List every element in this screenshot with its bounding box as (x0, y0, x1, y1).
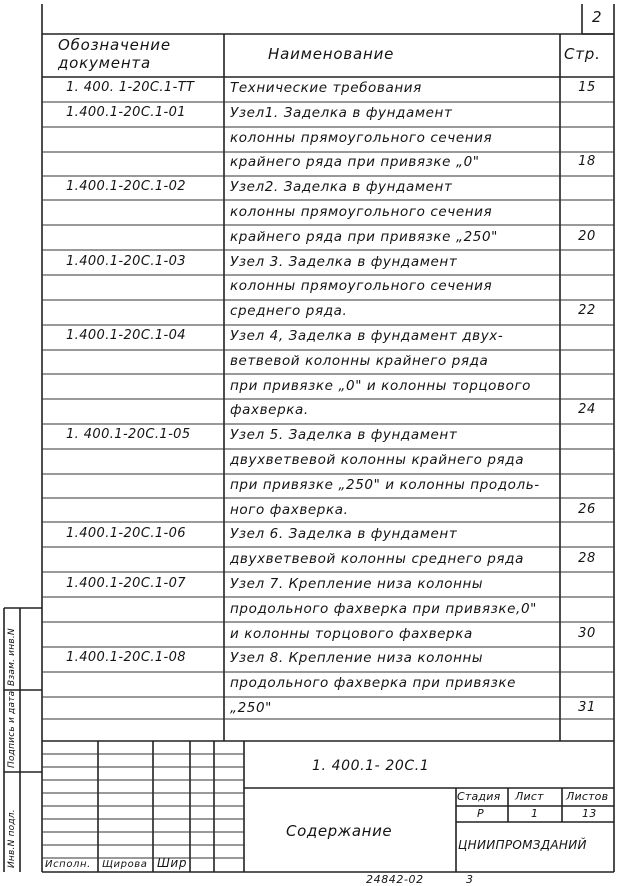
item-name-line: продольного фахверка при привязке,0" (230, 600, 537, 617)
page-number: 20 (578, 228, 596, 244)
sheets-label: Листов (566, 790, 609, 803)
side-label-replace-inventory: Взам. инв.N (7, 628, 17, 686)
item-name-line: продольного фахверка при привязке (230, 675, 517, 692)
item-name-line: Узел 4, Заделка в фундамент двух- (230, 328, 504, 344)
page-number: 18 (578, 154, 596, 170)
item-name-line: „250" (230, 700, 272, 716)
doc-designation: 1.400.1-20С.1-07 (66, 576, 186, 591)
doc-designation: 1.400.1-20С.1-04 (66, 328, 186, 343)
stage-value: Р (477, 807, 484, 820)
page-number: 22 (578, 303, 596, 319)
doc-designation: 1.400.1-20С.1-03 (66, 253, 186, 269)
signature: Шир (157, 856, 188, 870)
page-number: 24 (578, 402, 596, 418)
item-name-line: Узел2. Заделка в фундамент (230, 179, 453, 196)
doc-designation: 1. 400. 1-20С.1-ТТ (66, 80, 195, 95)
item-name-line: двухветвевой колонны крайнего ряда (230, 452, 525, 468)
item-name-line: при привязке „0" и колонны торцового (230, 377, 531, 394)
item-name-line: Узел 3. Заделка в фундамент (230, 253, 458, 270)
doc-designation: 1.400.1-20С.1-06 (66, 526, 186, 542)
name-column-header: Наименование (268, 45, 395, 63)
footer-number: 24842-02 (366, 873, 424, 886)
item-name-line: колонны прямоугольного сечения (230, 278, 493, 295)
item-name-line: крайнего ряда при привязке „0" (230, 154, 480, 171)
sheet-title: Содержание (286, 822, 393, 840)
drawing-designation: 1. 400.1- 20С.1 (312, 758, 430, 774)
item-name-line: Узел 5. Заделка в фундамент (230, 427, 458, 444)
item-name-line: ветвевой колонны крайнего ряда (230, 352, 489, 369)
doc-designation: 1.400.1-20С.1-02 (66, 179, 186, 195)
role-label: Исполн. (45, 859, 91, 870)
page-number: 26 (578, 501, 596, 517)
item-name-line: Узел 8. Крепление низа колонны (230, 650, 484, 667)
page-number: 30 (578, 625, 596, 641)
doc-designation: 1.400.1-20С.1-01 (66, 104, 186, 120)
item-name-line: Узел 6. Заделка в фундамент (230, 526, 458, 543)
item-name-line: среднего ряда. (230, 303, 348, 320)
side-label-inventory: Инв.N подл. (7, 809, 17, 868)
item-name-line: крайнего ряда при привязке „250" (230, 228, 498, 245)
item-name-line: двухветвевой колонны среднего ряда (230, 551, 524, 568)
sheet-value: 1 (531, 807, 539, 820)
person-name: Щирова (102, 859, 148, 870)
item-name-line: ного фахверка. (230, 501, 349, 518)
page-number: 28 (578, 551, 596, 567)
stage-label: Стадия (457, 790, 501, 803)
side-label-signature-date: Подпись и дата (7, 690, 17, 768)
page-column-header: Стр. (564, 45, 601, 63)
sheet-number: 2 (592, 8, 603, 26)
item-name-line: Технические требования (230, 80, 422, 96)
doc-column-header-line2: документа (58, 54, 151, 72)
doc-column-header-line1: Обозначение (58, 36, 171, 54)
footer-page: 3 (466, 873, 474, 886)
item-name-line: колонны прямоугольного сечения (230, 204, 493, 220)
item-name-line: и колонны торцового фахверка (230, 625, 473, 642)
item-name-line: Узел 7. Крепление низа колонны (230, 576, 484, 592)
sheet-label: Лист (515, 790, 544, 803)
organization: ЦНИИПРОМЗДАНИЙ (458, 838, 587, 852)
page-number: 15 (578, 80, 596, 95)
doc-designation: 1. 400.1-20С.1-05 (66, 427, 191, 443)
doc-designation: 1.400.1-20С.1-08 (66, 650, 186, 666)
item-name-line: колонны прямоугольного сечения (230, 129, 493, 146)
item-name-line: фахверка. (230, 402, 309, 419)
page-number: 31 (578, 700, 596, 715)
item-name-line: при привязке „250" и колонны продоль- (230, 476, 540, 493)
item-name-line: Узел1. Заделка в фундамент (230, 104, 453, 121)
sheets-value: 13 (582, 807, 597, 820)
